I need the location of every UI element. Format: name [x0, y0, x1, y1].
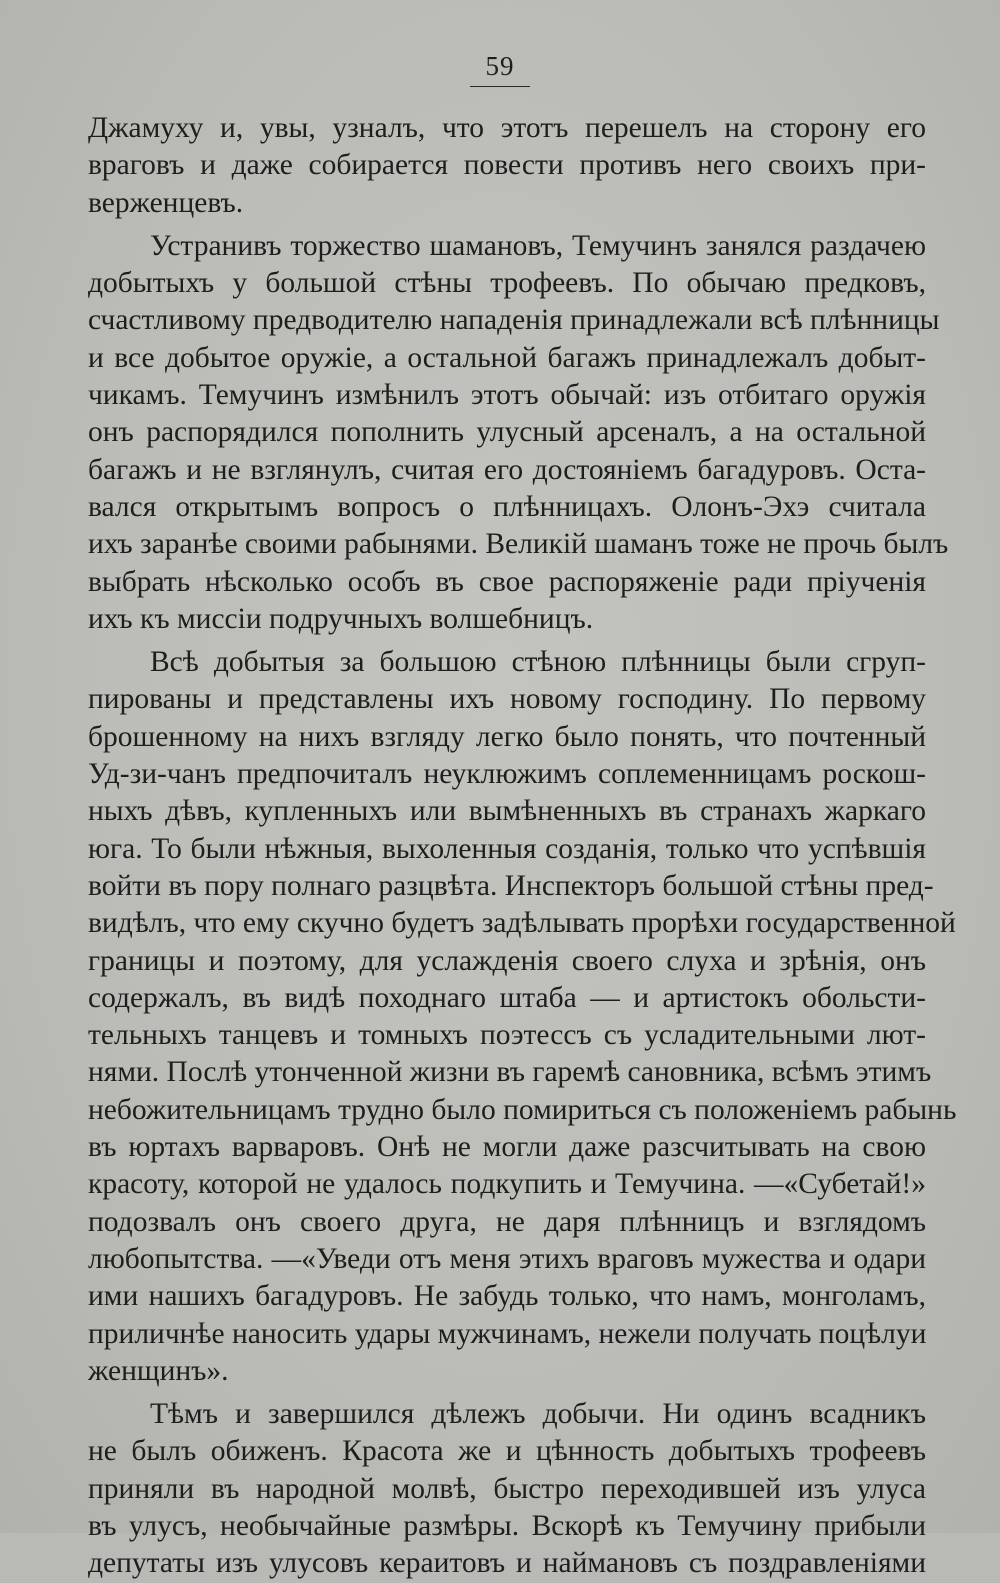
text-line: багажъ и не взглянулъ, считая его достояніемъ багадуровъ. Оста-	[88, 453, 926, 486]
text-line: пированы и представлены ихъ новому господину. По первому	[88, 683, 926, 716]
text-line: небожительницамъ трудно было помириться съ положеніемъ рабынь	[88, 1093, 957, 1126]
text-line: ими нашихъ багадуровъ. Не забудь только, что намъ, монголамъ,	[88, 1280, 926, 1313]
text-line: верженцевъ.	[88, 186, 244, 219]
text-line: подозвалъ онъ своего друга, не даря плѣнницъ и взглядомъ	[88, 1205, 926, 1238]
text-line: счастливому предводителю нападенія принадлежали всѣ плѣнницы	[88, 304, 940, 337]
text-line: и все добытое оружіе, а остальной багажъ принадлежалъ добыт-	[88, 341, 926, 374]
text-line: ихъ заранѣе своими рабынями. Великій шаманъ тоже не прочь былъ	[88, 528, 949, 561]
text-line: въ улусъ, необычайные размѣры. Вскорѣ къ Темучину прибыли	[88, 1509, 926, 1542]
text-line: выбрать нѣсколько особъ въ свое распоряженіе ради пріученія	[88, 565, 926, 598]
text-line: чикамъ. Темучинъ измѣнилъ этотъ обычай: изъ отбитаго оружія	[88, 379, 926, 412]
text-line: содержалъ, въ видѣ походнаго штаба — и артистокъ обольсти-	[88, 981, 926, 1014]
text-line: красоту, которой не удалось подкупить и Темучина. —«Субетай!»	[88, 1168, 926, 1201]
text-line: границы и поэтому, для услажденія своего слуха и зрѣнія, онъ	[88, 944, 926, 977]
text-line: добытыхъ у большой стѣны трофеевъ. По обычаю предковъ,	[88, 267, 926, 300]
text-line: онъ распорядился пополнить улусный арсеналъ, а на остальной	[88, 416, 926, 449]
text-line: ихъ къ миссіи подручныхъ волшебницъ.	[88, 602, 594, 635]
text-line: депутаты изъ улусовъ кераитовъ и наймановъ съ поздравленіями	[88, 1547, 926, 1580]
text-line: въ юртахъ варваровъ. Онѣ не могли даже разсчитывать на свою	[88, 1131, 926, 1164]
text-line: Джамуху и, увы, узналъ, что этотъ перешелъ на сторону его	[88, 112, 926, 144]
text-line: Тѣмъ и завершился дѣлежъ добычи. Ни одинъ всадникъ	[150, 1398, 926, 1431]
text-line: женщинъ».	[88, 1354, 229, 1387]
text-line: приличнѣе наносить удары мужчинамъ, нежели получать поцѣлуи	[88, 1317, 927, 1350]
text-line: ныхъ дѣвъ, купленныхъ или вымѣненныхъ въ странахъ жаркаго	[88, 795, 926, 828]
text-line: приняли въ народной молвѣ, быстро переходившей изъ улуса	[88, 1472, 926, 1505]
text-line: брошенному на нихъ взгляду легко было понять, что почтенный	[88, 720, 926, 753]
text-line: Уд-зи-чанъ предпочиталъ неуклюжимъ соплеменницамъ роскош-	[88, 758, 926, 791]
text-line: любопытства. —«Уведи отъ меня этихъ враговъ мужества и одари	[88, 1242, 926, 1275]
text-line: юга. То были нѣжныя, выхоленныя созданія, только что успѣвшія	[88, 832, 926, 865]
page-number: 59	[470, 48, 530, 87]
text-line: не былъ обиженъ. Красота же и цѣнность добытыхъ трофеевъ	[88, 1435, 926, 1468]
text-line: видѣлъ, что ему скучно будетъ задѣлывать прорѣхи государственной	[88, 907, 956, 940]
text-line: тельныхъ танцевъ и томныхъ поэтессъ съ усладительными лют-	[88, 1019, 926, 1052]
text-line: Устранивъ торжество шамановъ, Темучинъ занялся раздачею	[150, 229, 926, 262]
text-line: войти въ пору полнаго разцвѣта. Инспекторъ большой стѣны пред-	[88, 869, 934, 902]
body-text	[88, 110, 957, 1583]
text-line: враговъ и даже собирается повести противъ него своихъ при-	[88, 149, 926, 182]
text-line: нями. Послѣ утонченной жизни въ гаремѣ сановника, всѣмъ этимъ	[88, 1056, 932, 1089]
text-line: вался открытымъ вопросъ о плѣнницахъ. Олонъ-Эхэ считала	[88, 490, 926, 523]
text-line: Всѣ добытыя за большою стѣною плѣнницы были сгруп-	[150, 646, 926, 679]
